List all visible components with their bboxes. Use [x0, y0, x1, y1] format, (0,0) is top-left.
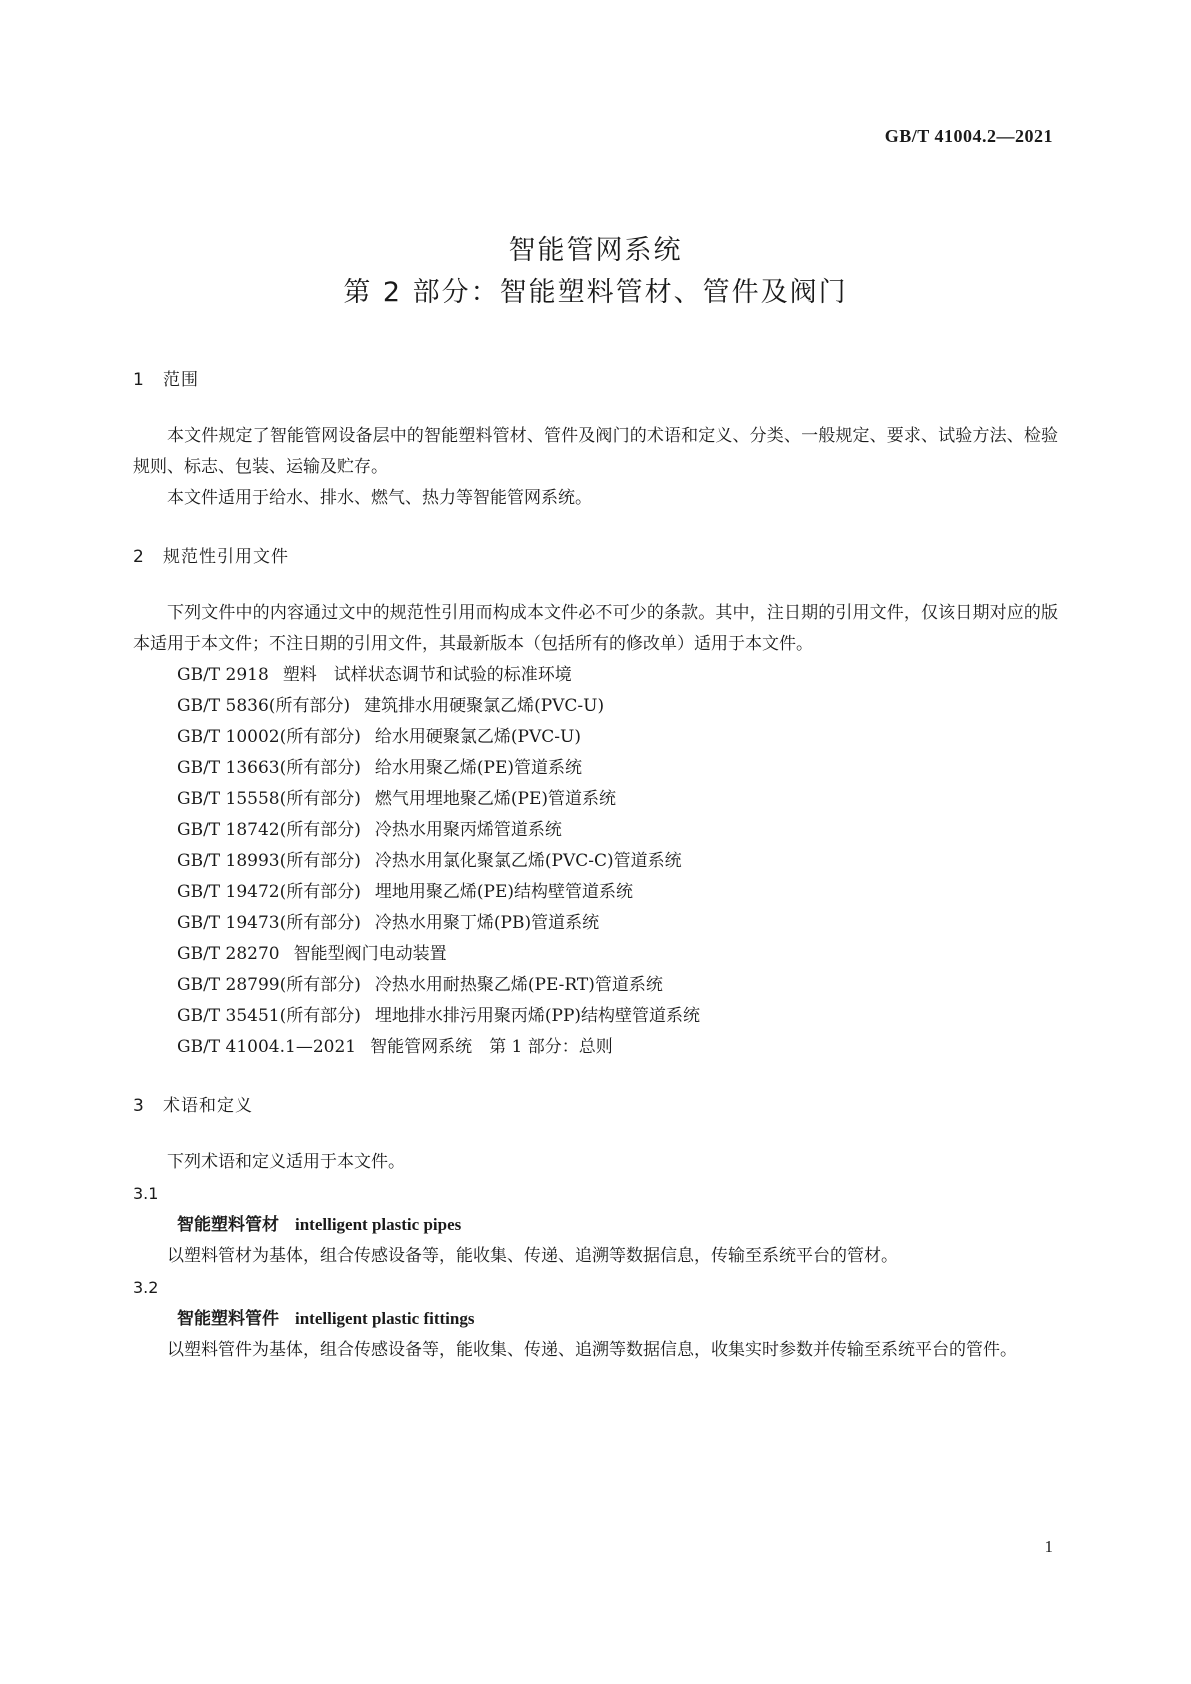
- reference-title: 塑料 试样状态调节和试验的标准环境: [282, 665, 572, 685]
- reference-title: 冷热水用氯化聚氯乙烯(PVC-C)管道系统: [374, 851, 682, 871]
- reference-title: 给水用聚乙烯(PE)管道系统: [374, 758, 583, 778]
- term-definition: 以塑料管件为基体，组合传感设备等，能收集、传递、追溯等数据信息，收集实时参数并传输至系统平台的管件。: [167, 1340, 1017, 1360]
- page-number: 1: [1044, 1537, 1053, 1556]
- section-3-heading: [133, 1094, 1058, 1118]
- section-3-intro: 下列术语和定义适用于本文件。: [167, 1152, 405, 1172]
- reference-item: [133, 753, 1058, 784]
- reference-code: GB/T 19473(所有部分): [177, 913, 361, 933]
- reference-code: GB/T 41004.1—2021: [177, 1037, 357, 1057]
- reference-code: GB/T 2918: [177, 665, 269, 685]
- section-1-paragraph: 本文件适用于给水、排水、燃气、热力等智能管网系统。: [167, 488, 592, 508]
- reference-item: [133, 970, 1058, 1001]
- reference-title: 埋地用聚乙烯(PE)结构壁管道系统: [374, 882, 634, 902]
- reference-code: GB/T 35451(所有部分): [177, 1006, 361, 1026]
- standard-code: GB/T 41004.2—2021: [884, 126, 1053, 146]
- reference-title: 燃气用埋地聚乙烯(PE)管道系统: [374, 789, 617, 809]
- reference-code: GB/T 28799(所有部分): [177, 975, 361, 995]
- reference-item: [133, 846, 1058, 877]
- term-name-zh: 智能塑料管材: [177, 1215, 279, 1235]
- reference-item: [133, 722, 1058, 753]
- document-title-sub: 第 2 部分：智能塑料管材、管件及阀门: [343, 277, 848, 308]
- reference-code: GB/T 19472(所有部分): [177, 882, 361, 902]
- section-1-paragraph: 本文件规定了智能管网设备层中的智能塑料管材、管件及阀门的术语和定义、分类、一般规定、要求、试验方法、检验规则、标志、包装、运输及贮存。: [133, 426, 1058, 477]
- section-1-number: 1: [133, 370, 144, 390]
- reference-item: [133, 877, 1058, 908]
- reference-title: 给水用硬聚氯乙烯(PVC-U): [374, 727, 581, 747]
- term-heading: [133, 1209, 1058, 1241]
- term-number: 3.1: [133, 1184, 159, 1203]
- reference-item: [133, 908, 1058, 939]
- reference-code: GB/T 28270: [177, 944, 280, 964]
- reference-title: 埋地排水排污用聚丙烯(PP)结构壁管道系统: [374, 1006, 701, 1026]
- reference-code: GB/T 15558(所有部分): [177, 789, 361, 809]
- section-2-title: 规范性引用文件: [163, 547, 289, 567]
- reference-item: [133, 784, 1058, 815]
- section-1-heading: [133, 368, 1058, 392]
- reference-title: 智能型阀门电动装置: [293, 944, 447, 964]
- section-2-intro: 下列文件中的内容通过文中的规范性引用而构成本文件必不可少的条款。其中，注日期的引用文件，仅该日期对应的版本适用于本文件；不注日期的引用文件，其最新版本（包括所有的修改单）适用于本文件。: [133, 603, 1058, 654]
- reference-code: GB/T 5836(所有部分): [177, 696, 351, 716]
- reference-item: [133, 939, 1058, 970]
- section-1-title: 范围: [163, 370, 199, 390]
- reference-code: GB/T 13663(所有部分): [177, 758, 361, 778]
- reference-code: GB/T 18993(所有部分): [177, 851, 361, 871]
- reference-title: 冷热水用耐热聚乙烯(PE-RT)管道系统: [374, 975, 663, 995]
- section-3-number: 3: [133, 1096, 144, 1116]
- reference-item: [133, 1032, 1058, 1063]
- term-heading: [133, 1303, 1058, 1335]
- reference-title: 冷热水用聚丁烯(PB)管道系统: [374, 913, 600, 933]
- section-2-heading: [133, 545, 1058, 569]
- reference-title: 冷热水用聚丙烯管道系统: [374, 820, 562, 840]
- reference-item: [133, 660, 1058, 691]
- section-2-number: 2: [133, 547, 144, 567]
- term-number: 3.2: [133, 1278, 159, 1297]
- reference-title: 建筑排水用硬聚氯乙烯(PVC-U): [364, 696, 605, 716]
- section-3-title: 术语和定义: [163, 1096, 253, 1116]
- reference-item: [133, 815, 1058, 846]
- reference-item: [133, 691, 1058, 722]
- reference-item: [133, 1001, 1058, 1032]
- document-title-main: 智能管网系统: [508, 235, 683, 266]
- term-definition: 以塑料管材为基体，组合传感设备等，能收集、传递、追溯等数据信息，传输至系统平台的管材。: [167, 1246, 898, 1266]
- term-name-zh: 智能塑料管件: [177, 1309, 279, 1329]
- reference-code: GB/T 18742(所有部分): [177, 820, 361, 840]
- document-body: [133, 368, 1058, 1366]
- reference-title: 智能管网系统 第 1 部分：总则: [370, 1037, 613, 1057]
- term-name-en: intelligent plastic fittings: [295, 1309, 475, 1328]
- term-name-en: intelligent plastic pipes: [295, 1215, 462, 1234]
- reference-code: GB/T 10002(所有部分): [177, 727, 361, 747]
